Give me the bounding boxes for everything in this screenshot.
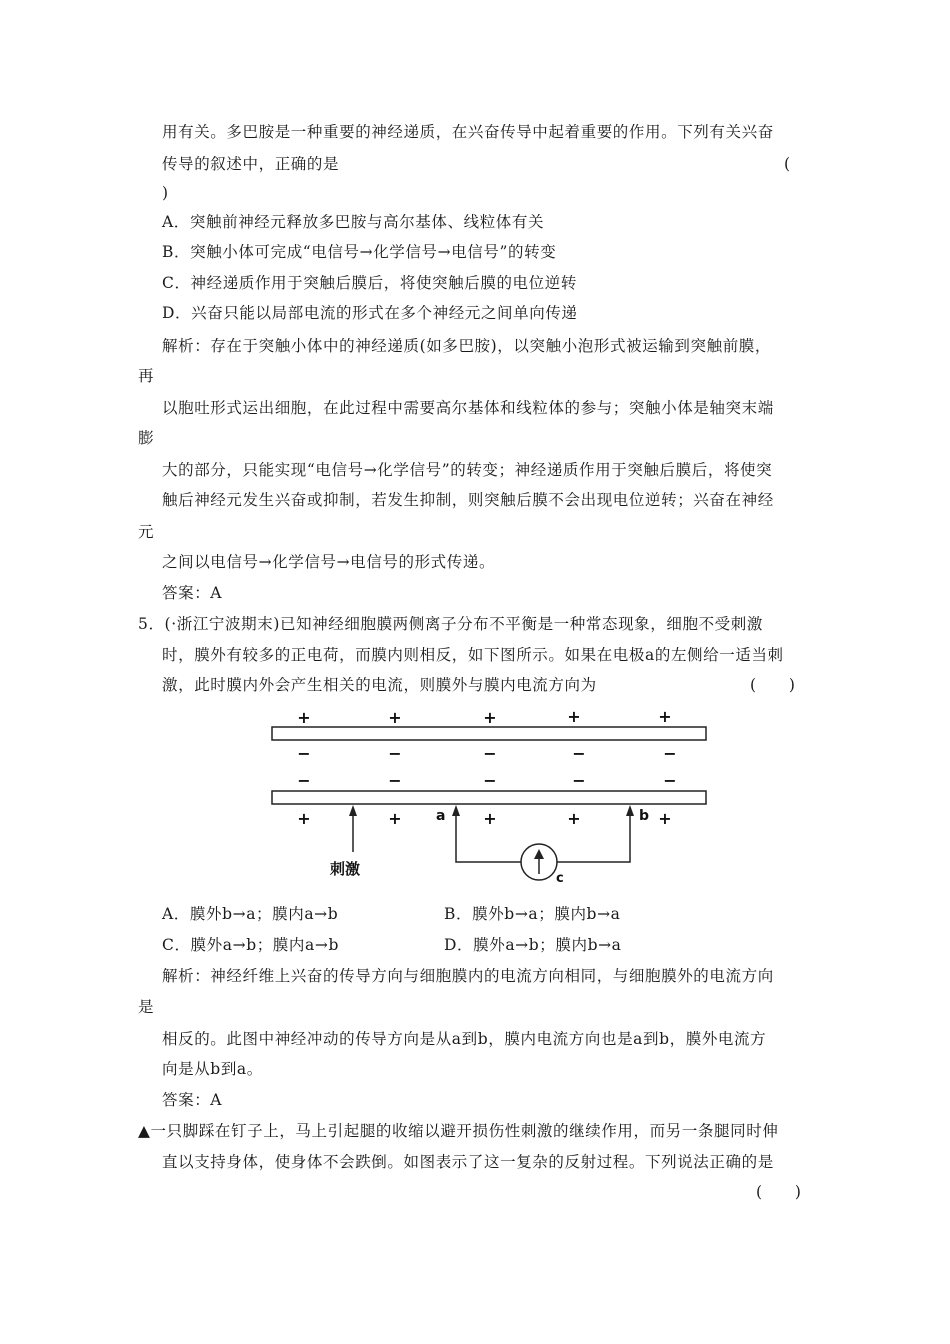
q4-option-b: B．突触小体可完成“电信号→化学信号→电信号”的转变 [162, 243, 557, 261]
q4-answer-paren-close: ) [162, 184, 169, 202]
q5-option-d: D．膜外a→b；膜内b→a [444, 936, 622, 954]
q5-option-b: B．膜外b→a；膜内b→a [444, 905, 621, 923]
q5-stem-line3: 激，此时膜内外会产生相关的电流，则膜外与膜内电流方向为 [162, 676, 597, 694]
charge-plus: + [388, 809, 402, 828]
q4-answer-paren-open: ( [784, 155, 791, 173]
q5-option-c: C．膜外a→b；膜内a→b [162, 936, 339, 954]
stimulus-label: 刺激 [330, 860, 361, 878]
q6-stem-line2: 直以支持身体，使身体不会跌倒。如图表示了这一复杂的反射过程。下列说法正确的是 [162, 1153, 774, 1171]
q5-stem-line2: 时，膜外有较多的正电荷，而膜内则相反，如下图所示。如果在电极a的左侧给一适当刺 [162, 646, 784, 664]
q4-stem-line1: 用有关。多巴胺是一种重要的神经递质，在兴奋传导中起着重要的作用。下列有关兴奋 [162, 123, 774, 141]
q5-stem-line1: 5．(·浙江宁波期末)已知神经细胞膜两侧离子分布不平衡是一种常态现象，细胞不受刺激 [138, 615, 763, 633]
q4-option-c: C．神经递质作用于突触后膜后，将使突触后膜的电位逆转 [162, 274, 577, 292]
electrode-a-label: a [436, 808, 446, 824]
charge-plus: + [297, 708, 311, 727]
charge-plus: + [297, 809, 311, 828]
q4-analysis-line4: 膨 [138, 429, 155, 447]
charge-minus: − [663, 744, 677, 763]
q4-analysis-line7: 元 [138, 523, 155, 541]
stimulus-arrow-head [349, 805, 357, 816]
q5-answer-paren: ( ) [750, 676, 796, 694]
q6-stem-line1: ▲一只脚踩在钉子上，马上引起腿的收缩以避开损伤性刺激的继续作用，而另一条腿同时伸 [138, 1122, 779, 1140]
charge-minus: − [572, 771, 586, 790]
galvanometer-label: c [556, 871, 564, 886]
q4-analysis-line5: 大的部分，只能实现“电信号→化学信号”的转变；神经递质作用于突触后膜后，将使突 [162, 461, 773, 479]
q5-analysis-line1: 解析：神经纤维上兴奋的传导方向与细胞膜内的电流方向相同，与细胞膜外的电流方向 [162, 967, 774, 985]
q4-analysis-line3: 以胞吐形式运出细胞，在此过程中需要高尔基体和线粒体的参与；突触小体是轴突末端 [162, 399, 774, 417]
charge-minus: − [483, 744, 497, 763]
q4-stem-line2: 传导的叙述中，正确的是 [162, 155, 340, 173]
nerve-membrane-diagram [260, 706, 720, 888]
q5-option-a: A．膜外b→a；膜内a→b [162, 905, 339, 923]
q6-answer-paren: ( ) [756, 1183, 802, 1201]
charge-minus: − [297, 744, 311, 763]
charge-plus: + [483, 809, 497, 828]
q4-option-d: D．兴奋只能以局部电流的形式在多个神经元之间单向传递 [162, 304, 578, 322]
q4-option-a: A．突触前神经元释放多巴胺与高尔基体、线粒体有关 [162, 213, 545, 231]
electrode-a-arrow-head [452, 805, 460, 816]
charge-minus: − [388, 744, 402, 763]
q5-analysis-line4: 向是从b到a。 [162, 1060, 263, 1078]
q5-answer: 答案：A [162, 1091, 223, 1109]
electrode-b-label: b [639, 808, 650, 824]
charge-minus: − [388, 771, 402, 790]
charge-plus: + [658, 809, 672, 828]
q5-analysis-line3: 相反的。此图中神经冲动的传导方向是从a到b，膜内电流方向也是a到b，膜外电流方 [162, 1030, 767, 1048]
q5-analysis-line2: 是 [138, 998, 155, 1016]
charge-minus: − [483, 771, 497, 790]
electrode-b-arrow-head [626, 805, 634, 816]
charge-plus: + [567, 707, 581, 726]
charge-minus: − [297, 771, 311, 790]
q4-analysis-line8: 之间以电信号→化学信号→电信号的形式传递。 [162, 553, 496, 571]
charge-plus: + [388, 708, 402, 727]
galvanometer-needle-head [534, 849, 544, 859]
lower-membrane [272, 791, 706, 804]
charge-plus: + [658, 707, 672, 726]
q4-analysis-line6: 触后神经元发生兴奋或抑制，若发生抑制，则突触后膜不会出现电位逆转；兴奋在神经 [162, 491, 774, 509]
q4-analysis-line2: 再 [138, 367, 155, 385]
charge-plus: + [567, 809, 581, 828]
charge-minus: − [572, 744, 586, 763]
q4-answer: 答案：A [162, 584, 223, 602]
charge-plus: + [483, 708, 497, 727]
upper-membrane [272, 727, 706, 740]
charge-minus: − [663, 771, 677, 790]
q4-analysis-line1: 解析：存在于突触小体中的神经递质(如多巴胺)，以突触小泡形式被运输到突触前膜， [162, 337, 771, 355]
